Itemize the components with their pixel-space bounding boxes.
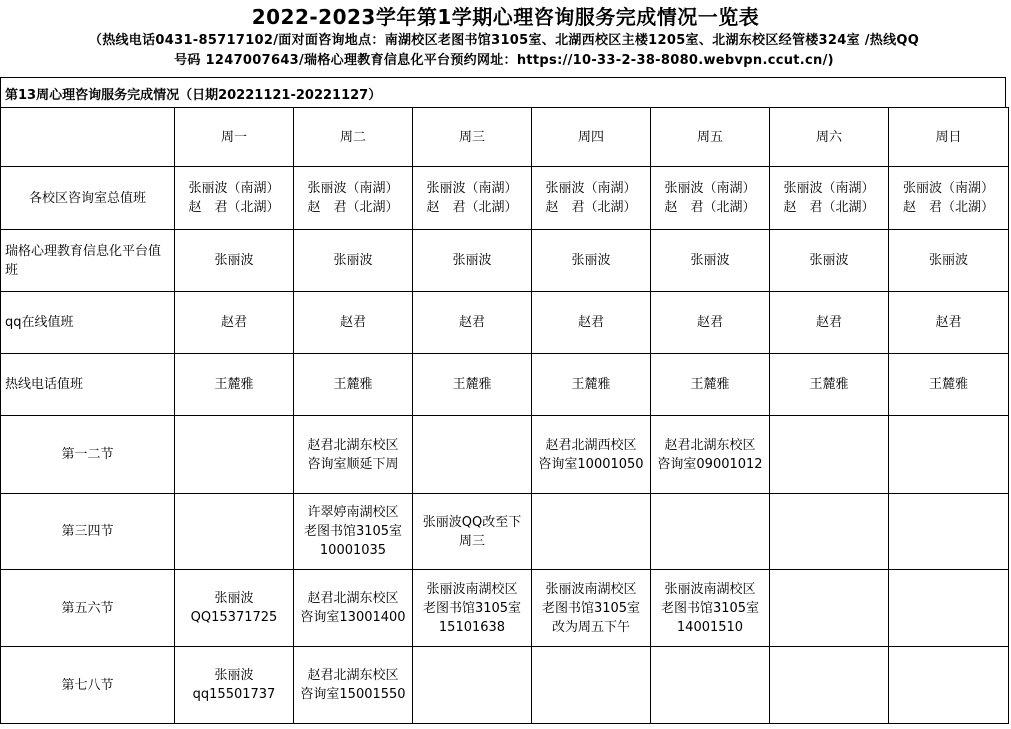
cell-text: 老图书馆3105室 [541,600,641,616]
schedule-cell [294,494,413,570]
cell-text: 咨询室13001400 [300,610,406,625]
cell-text: 赵君北湖东校区 [307,591,399,606]
schedule-cell [651,416,770,494]
schedule-cell [175,647,294,724]
schedule-cell [413,292,532,354]
schedule-cell [651,292,770,354]
cell-text: 赵君北湖东校区 [664,437,756,453]
page-title: 2022-2023学年第1学期心理咨询服务完成情况一览表 [251,5,760,29]
cell-text: 赵君 [339,315,366,330]
cell-text: 赵君 [696,315,723,330]
cell-text: 张丽波（南湖） [902,181,994,196]
schedule-cell [294,230,413,292]
cell-text: 赵君北湖西校区 [545,437,637,453]
cell-text: 王麓雅 [333,377,373,392]
cell-text: 赵君北湖东校区 [307,437,399,453]
cell-text: 张丽波 [214,253,254,268]
day-header-4: 周四 [532,108,651,167]
schedule-cell [770,494,889,570]
cell-text: 赵君 [935,315,962,330]
cell-text: 张丽波 [214,591,254,606]
schedule-cell [532,292,651,354]
schedule-cell [532,647,651,724]
contact-info [4,31,1004,71]
schedule-cell [889,416,1009,494]
day-header-7: 周日 [889,108,1009,167]
schedule-cell [413,354,532,416]
day-header-5: 周五 [651,108,770,167]
schedule-cell [175,494,294,570]
cell-text: 咨询室顺延下周 [307,456,399,472]
cell-text: 张丽波 [571,253,611,268]
schedule-cell [770,167,889,230]
cell-text: 赵君 [815,315,842,330]
cell-text: 张丽波（南湖） [664,181,756,196]
cell-text: 15101638 [438,619,506,635]
schedule-cell [532,494,651,570]
cell-text: 张丽波（南湖） [307,181,399,196]
schedule-cell [770,570,889,647]
cell-text: 赵 君（北湖） [188,200,280,215]
row-label: 第五六节 [1,570,175,647]
schedule-cell [651,494,770,570]
schedule-cell [770,647,889,724]
schedule-cell [889,292,1009,354]
schedule-cell [175,167,294,230]
schedule-cell [889,647,1009,724]
schedule-cell [532,570,651,647]
schedule-row [1,494,1009,570]
schedule-cell [413,494,532,570]
cell-text: 王麓雅 [690,377,730,392]
schedule-cell [294,570,413,647]
cell-text: 张丽波 [333,253,373,268]
cell-text: 老图书馆3105室 [422,600,522,616]
day-header-row [1,108,1009,167]
cell-text: 咨询室15001550 [300,687,406,702]
cell-text: 14001510 [676,619,744,635]
cell-text: 王麓雅 [928,377,968,392]
cell-text: 张丽波南湖校区 [426,581,518,597]
cell-text: 张丽波 [214,668,254,683]
schedule-cell [413,647,532,724]
schedule-cell [651,647,770,724]
cell-text: 赵 君（北湖） [426,200,518,215]
schedule-cell [532,416,651,494]
cell-text: 赵 君（北湖） [783,200,875,215]
cell-text: 赵 君（北湖） [307,200,399,215]
cell-text: 赵 君（北湖） [902,200,994,215]
cell-text: 张丽波（南湖） [783,181,875,196]
schedule-cell [294,416,413,494]
cell-text: 张丽波 [690,253,730,268]
schedule-cell [889,230,1009,292]
row-label: 各校区咨询室总值班 [1,167,175,230]
cell-text: qq15501737 [192,687,276,702]
cell-text: 老图书馆3105室 [303,524,403,539]
schedule-cell [413,570,532,647]
schedule-cell [770,416,889,494]
schedule-cell [413,230,532,292]
row-label: 热线电话值班 [1,354,175,416]
day-header-2: 周二 [294,108,413,167]
cell-text: 王麓雅 [452,377,492,392]
cell-text: 赵 君（北湖） [664,200,756,215]
row-label: 第一二节 [1,416,175,494]
cell-text: 张丽波 [809,253,849,268]
cell-text: 赵 君（北湖） [545,200,637,215]
schedule-table [0,107,1009,724]
cell-text: 赵君 [458,315,485,330]
schedule-cell [651,354,770,416]
schedule-cell [770,354,889,416]
schedule-cell [770,292,889,354]
schedule-row [1,416,1009,494]
schedule-cell [175,230,294,292]
cell-text: 改为周五下午 [551,619,630,635]
schedule-row [1,570,1009,647]
cell-text: 许翠婷南湖校区 [307,505,399,520]
schedule-row [1,167,1009,230]
cell-text: 张丽波 [452,253,492,268]
corner-cell [1,108,175,167]
cell-text: 赵君北湖东校区 [307,668,399,683]
schedule-row [1,230,1009,292]
schedule-cell [413,167,532,230]
schedule-cell [175,570,294,647]
schedule-cell [294,292,413,354]
day-header-3: 周三 [413,108,532,167]
schedule-cell [532,230,651,292]
cell-text: 赵君 [577,315,604,330]
cell-text: 10001035 [319,543,387,558]
cell-text: 张丽波（南湖） [188,181,280,196]
schedule-cell [889,354,1009,416]
cell-text: 张丽波（南湖） [426,181,518,196]
contact-info-line-1: （热线电话0431-85717102/面对面咨询地点：南湖校区老图书馆3105室、北湖西校区主楼1205室、北湖东校区经管楼324室 /热线QQ [88,33,920,48]
schedule-cell [889,494,1009,570]
row-label: 第三四节 [1,494,175,570]
cell-text: 张丽波（南湖） [545,181,637,196]
row-label: 第七八节 [1,647,175,724]
schedule-cell [532,354,651,416]
schedule-cell [770,230,889,292]
schedule-row [1,647,1009,724]
cell-text: QQ15371725 [190,610,278,625]
cell-text: 赵君 [220,315,247,330]
schedule-cell [294,354,413,416]
schedule-cell [175,292,294,354]
schedule-cell [175,354,294,416]
cell-text: 周三 [458,533,485,549]
row-label: 瑞格心理教育信息化平台值班 [1,230,175,292]
schedule-cell [889,570,1009,647]
schedule-cell [294,647,413,724]
schedule-row [1,292,1009,354]
schedule-row [1,354,1009,416]
contact-info-line-2: 号码 1247007643/瑞格心理教育信息化平台预约网址：https://10-33-2-38-8080.webvpn.ccut.cn/) [174,53,834,68]
cell-text: 张丽波南湖校区 [664,581,756,597]
cell-text: 王麓雅 [809,377,849,392]
schedule-cell [889,167,1009,230]
row-label: qq在线值班 [1,292,175,354]
schedule-cell [175,416,294,494]
cell-text: 咨询室10001050 [538,456,644,472]
day-header-6: 周六 [770,108,889,167]
schedule-cell [651,570,770,647]
cell-text: 老图书馆3105室 [660,600,760,616]
cell-text: 王麓雅 [571,377,611,392]
schedule-cell [651,230,770,292]
week-label: 第13周心理咨询服务完成情况（日期20221121-20221127） [5,88,382,103]
schedule-cell [532,167,651,230]
schedule-cell [413,416,532,494]
cell-text: 张丽波南湖校区 [545,581,637,597]
schedule-cell [651,167,770,230]
cell-text: 张丽波QQ改至下 [422,514,522,530]
cell-text: 张丽波 [928,253,968,268]
cell-text: 王麓雅 [214,377,254,392]
cell-text: 咨询室09001012 [657,456,763,472]
schedule-cell [294,167,413,230]
week-header [0,77,1006,107]
day-header-1: 周一 [175,108,294,167]
